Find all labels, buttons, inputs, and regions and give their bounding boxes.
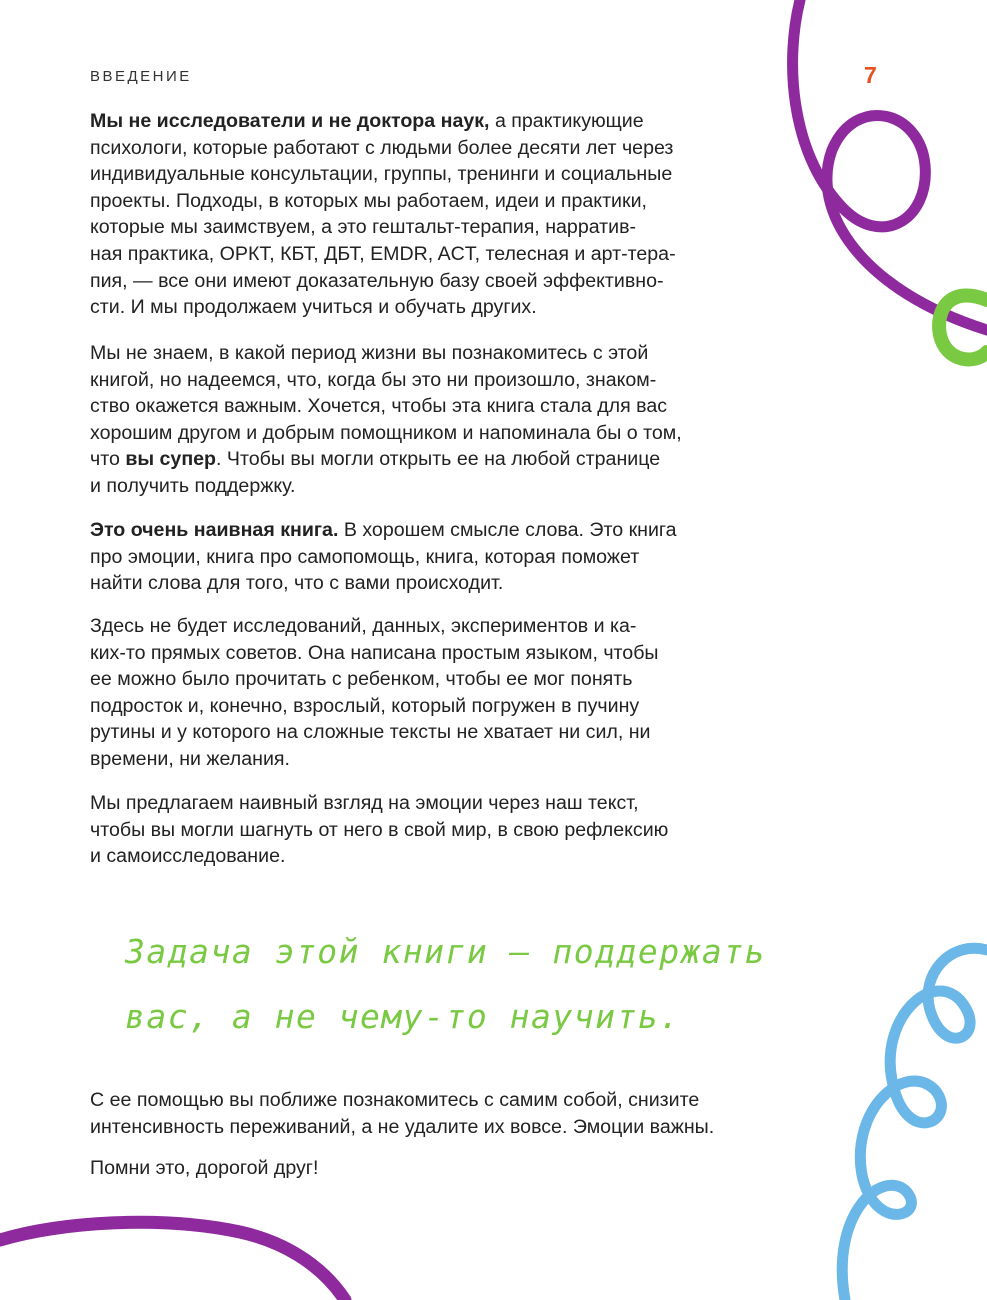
text-line: Мы предлагаем наивный взгляд на эмоции через наш текст, xyxy=(90,792,639,814)
paragraph-hope xyxy=(90,340,790,500)
text-line: Здесь не будет исследований, данных, экспериментов и ка- xyxy=(90,615,637,637)
text-line: психологи, которые работают с людьми более десяти лет через xyxy=(90,136,674,159)
text-line: интенсивность переживаний, а не удалите их вовсе. Эмоции важны. xyxy=(90,1115,715,1138)
text-line: пия, — все они имеют доказательную базу своей эффективно- xyxy=(90,269,664,292)
text-line: и самоисследование. xyxy=(90,845,286,868)
text-line: и получить поддержку. xyxy=(90,474,296,497)
running-head: ВВЕДЕНИЕ xyxy=(90,68,192,85)
text-line: Мы не исследователи и не доктора наук, а практикующие xyxy=(90,110,644,132)
blue-swirl-bottom-right xyxy=(842,948,987,1300)
paragraph-no-research xyxy=(90,613,790,773)
text-line: Это очень наивная книга. В хорошем смысле слова. Это книга xyxy=(90,519,677,541)
text-line: ее можно было прочитать с ребенком, чтобы ее мог понять xyxy=(90,668,633,691)
text-line: времени, ни желания. xyxy=(90,747,290,770)
text-line: проекты. Подходы, в которых мы работаем, идеи и практики, xyxy=(90,189,647,212)
text-line: рутины и у которого на сложные тексты не хватает ни сил, ни xyxy=(90,721,651,744)
text-line: индивидуальные консультации, группы, тренинги и социальные xyxy=(90,163,673,186)
text-line: подросток и, конечно, взрослый, который погружен в пучину xyxy=(90,694,640,717)
paragraph-help xyxy=(90,1087,850,1140)
text-line: книгой, но надеемся, что, когда бы это ни произошло, знаком- xyxy=(90,368,657,391)
text-line: сти. И мы продолжаем учиться и обучать других. xyxy=(90,296,537,319)
text-line: Мы не знаем, в какой период жизни вы познакомитесь с этой xyxy=(90,342,649,364)
purple-swirl-top-right xyxy=(793,0,987,330)
paragraph-closing xyxy=(90,1155,790,1182)
handwritten-quote-line-1: Задача этой книги — поддержать xyxy=(125,932,767,971)
text-line: ная практика, ОРКТ, КБТ, ДБТ, EMDR, ACT, телесная и арт-тера- xyxy=(90,242,676,265)
bold-lead: Это очень наивная книга. xyxy=(90,519,339,541)
text-line: хорошим другом и добрым помощником и напоминала бы о том, xyxy=(90,421,682,444)
text-line: чтобы вы могли шагнуть от него в свой мир, в свою рефлексию xyxy=(90,818,669,841)
text-line: найти слова для того, что с вами происходит. xyxy=(90,572,504,595)
text-line: С ее помощью вы поближе познакомитесь с самим собой, снизите xyxy=(90,1089,700,1111)
text-line: которые мы заимствуем, а это гештальт-терапия, нарратив- xyxy=(90,216,637,239)
bold-lead: Мы не исследователи и не доктора наук, xyxy=(90,110,490,132)
paragraph-naive-book xyxy=(90,517,790,597)
text-line: ких-то прямых советов. Она написана простым языком, чтобы xyxy=(90,641,659,664)
purple-swirl-bottom-left xyxy=(0,1222,345,1300)
text-line: ство окажется важным. Хочется, чтобы эта книга стала для вас xyxy=(90,395,668,418)
paragraph-authors xyxy=(90,108,790,321)
text-line: Помни это, дорогой друг! xyxy=(90,1157,319,1179)
bold-phrase: вы супер xyxy=(125,448,217,471)
paragraph-naive-view xyxy=(90,790,790,870)
text-line: что вы супер. Чтобы вы могли открыть ее на любой странице xyxy=(90,448,661,471)
text-line: про эмоции, книга про самопомощь, книга, которая поможет xyxy=(90,545,640,568)
handwritten-quote-line-2: вас, а не чему-то научить. xyxy=(125,997,681,1036)
page-number: 7 xyxy=(864,62,877,88)
green-swirl-right xyxy=(939,295,987,359)
